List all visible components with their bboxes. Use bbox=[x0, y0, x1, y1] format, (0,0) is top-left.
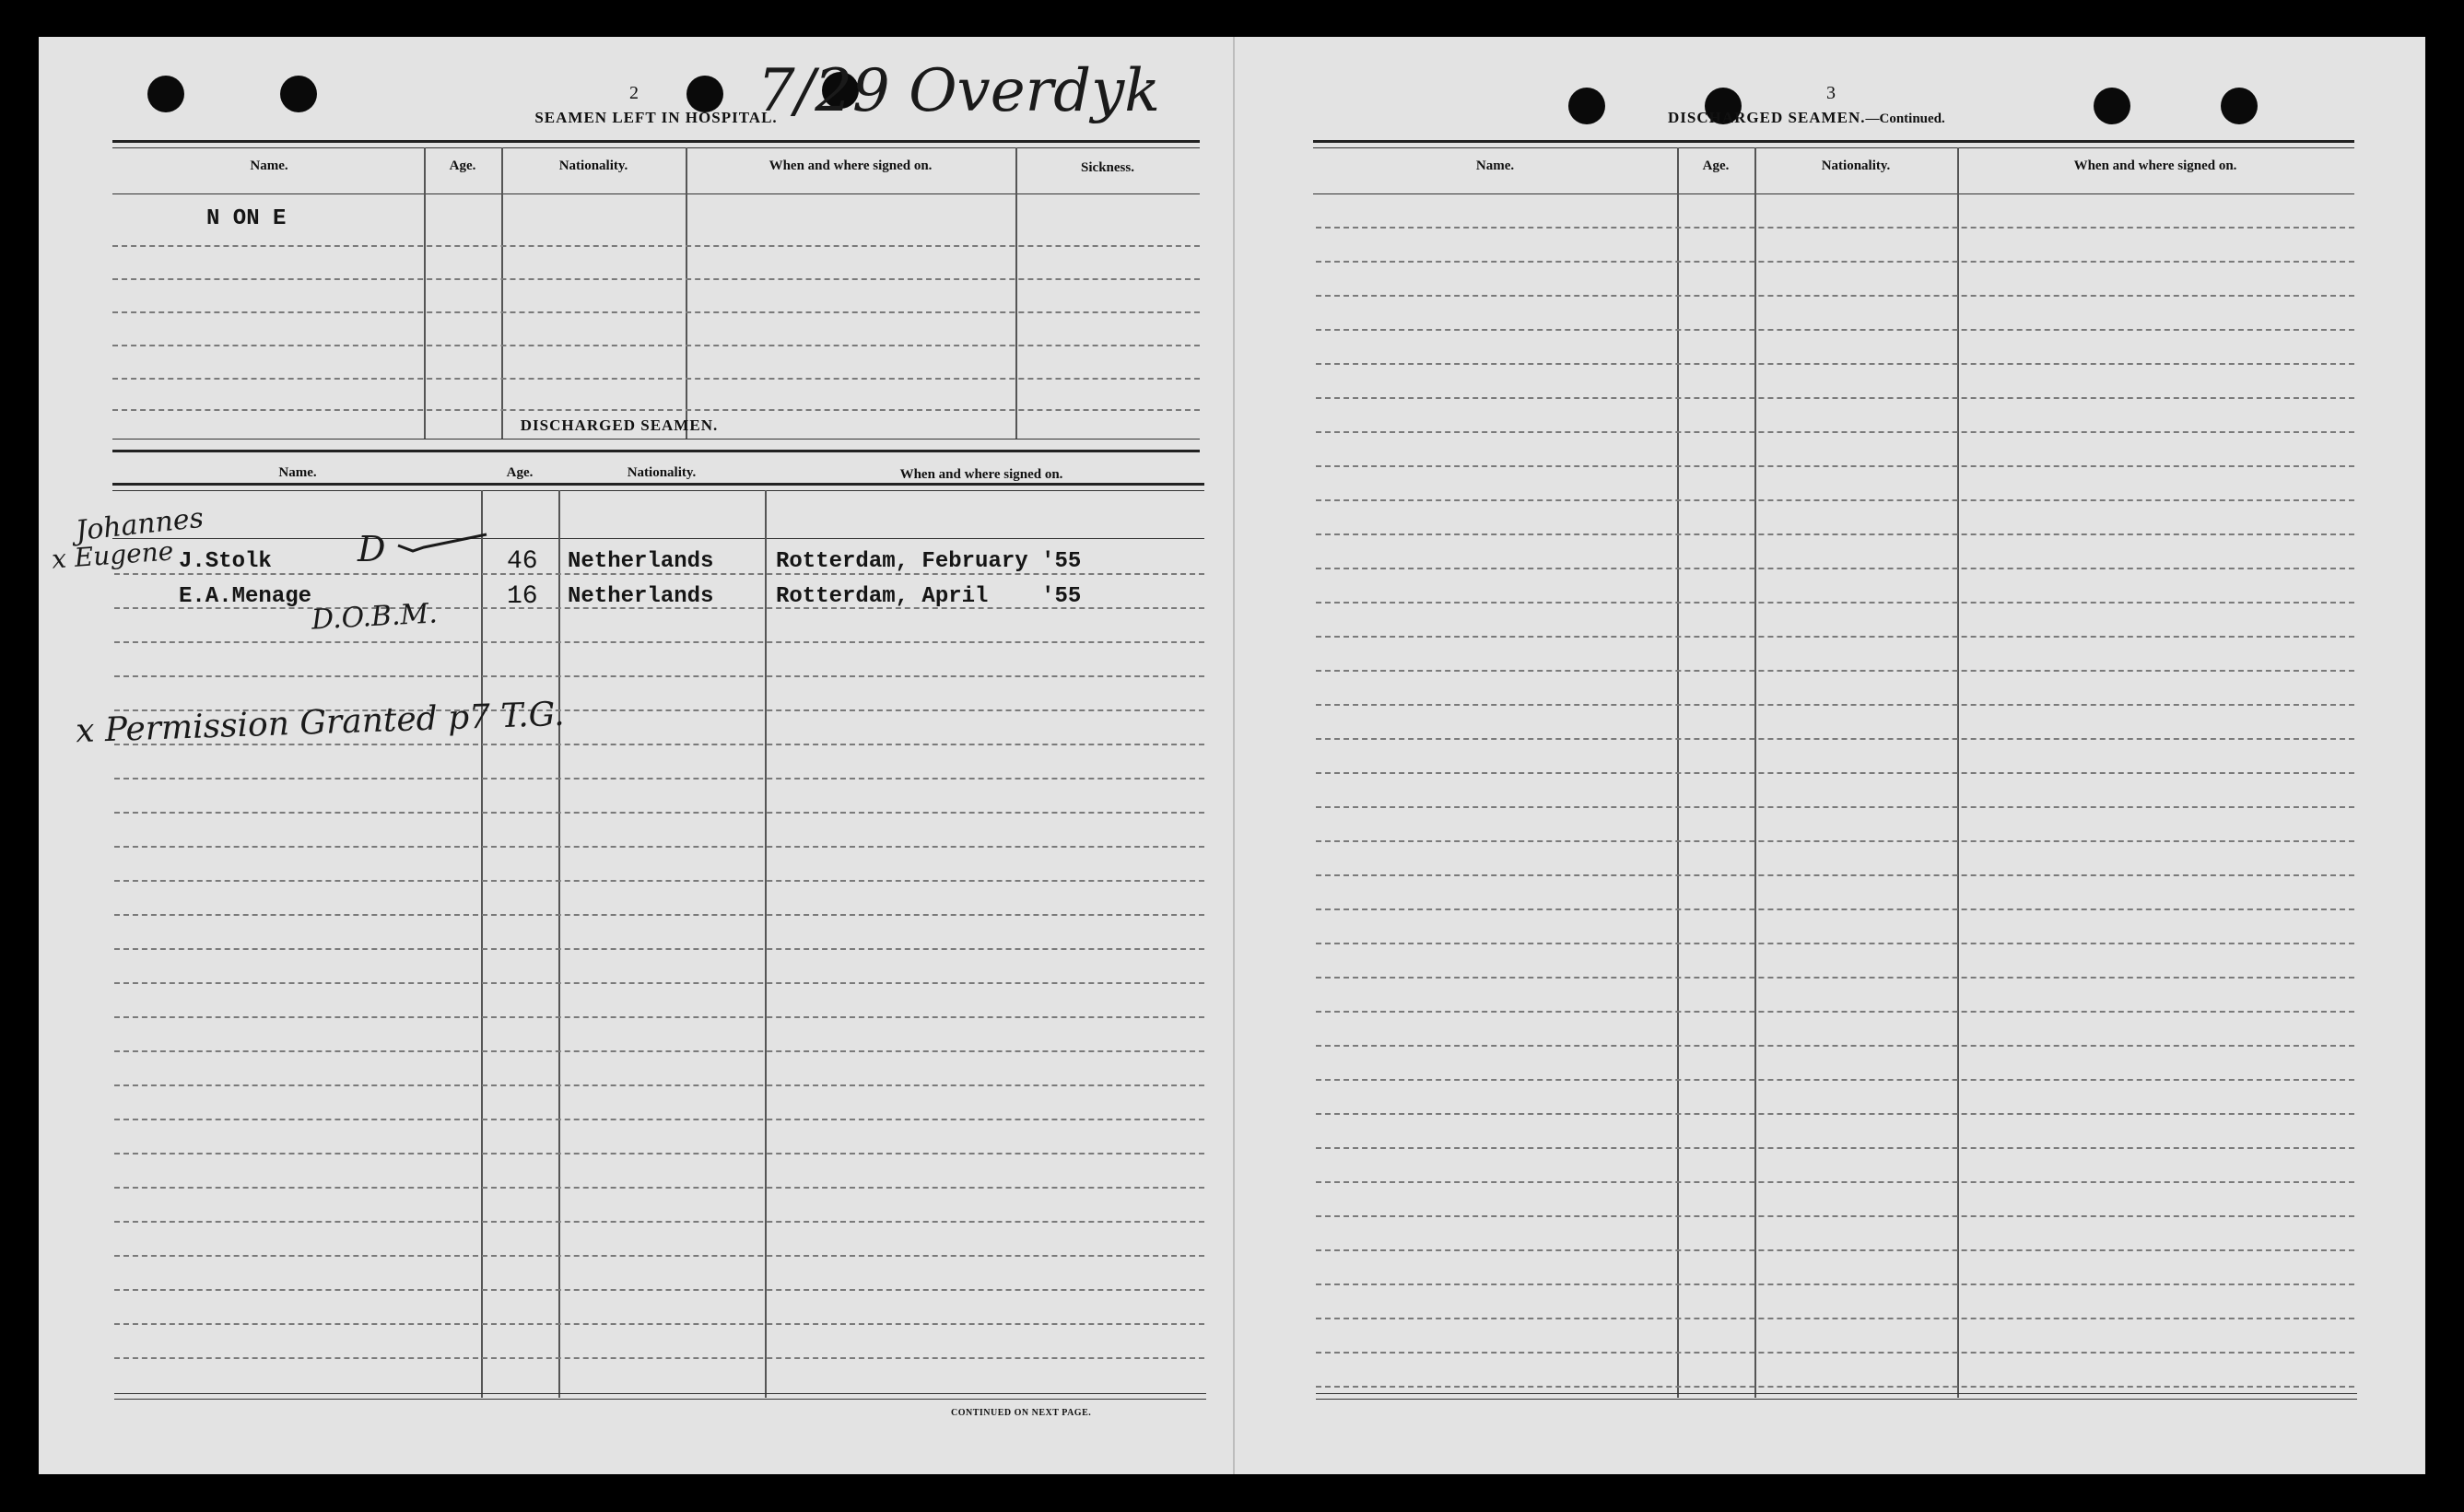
rule bbox=[114, 1399, 1206, 1400]
ruled-line bbox=[1316, 363, 2354, 365]
rule bbox=[112, 140, 1200, 143]
col-nationality: Nationality. bbox=[627, 465, 697, 480]
handwritten-mark: D bbox=[358, 529, 386, 569]
punch-hole bbox=[280, 76, 317, 112]
ruled-line bbox=[1316, 533, 2354, 535]
rule bbox=[112, 483, 1204, 486]
entry-line bbox=[112, 278, 1200, 280]
page-number: 3 bbox=[1826, 83, 1836, 103]
page-number: 2 bbox=[629, 83, 639, 103]
ruled-line bbox=[1316, 465, 2354, 467]
ruled-line bbox=[1316, 1318, 2354, 1319]
ruled-line bbox=[1316, 636, 2354, 638]
ruled-line bbox=[114, 1050, 1204, 1052]
col-divider bbox=[424, 147, 426, 439]
ruled-line bbox=[1316, 499, 2354, 501]
handwritten-permission-note: x Permission Granted p7 T.G. bbox=[75, 695, 566, 751]
ruled-line bbox=[1316, 602, 2354, 604]
handwritten-ship-annotation: 7/29 Overdyk bbox=[757, 57, 1161, 125]
rule bbox=[112, 490, 1204, 491]
discharged-continued-title bbox=[1668, 109, 2009, 127]
seaman-name: J.Stolk bbox=[179, 549, 272, 574]
punch-hole bbox=[147, 76, 184, 112]
col-divider bbox=[558, 490, 560, 1398]
ruled-line bbox=[1316, 1352, 2354, 1354]
rule bbox=[112, 439, 1200, 440]
seaman-age: 46 bbox=[507, 547, 538, 576]
ruled-line bbox=[114, 1153, 1204, 1155]
ruled-line bbox=[1316, 1386, 2354, 1388]
col-divider bbox=[765, 490, 767, 1398]
handwritten-mark: D.O.B.M. bbox=[311, 597, 439, 637]
rule bbox=[1313, 147, 2354, 148]
ruled-line bbox=[114, 1016, 1204, 1018]
entry-line bbox=[112, 378, 1200, 380]
ruled-line bbox=[114, 914, 1204, 916]
rule bbox=[112, 193, 1200, 194]
ruled-line bbox=[114, 880, 1204, 882]
handwritten-checkmark bbox=[396, 531, 488, 558]
punch-hole bbox=[2221, 88, 2258, 124]
rule bbox=[1316, 1393, 2357, 1394]
left-page bbox=[39, 37, 1234, 1474]
col-divider bbox=[686, 147, 687, 439]
col-name: Name. bbox=[1475, 158, 1515, 173]
ruled-line bbox=[1316, 1045, 2354, 1047]
col-nationality: Nationality. bbox=[558, 158, 628, 173]
discharged-section-title: DISCHARGED SEAMEN. bbox=[520, 416, 719, 434]
ruled-line bbox=[114, 1084, 1204, 1086]
seaman-nationality: Netherlands bbox=[568, 549, 714, 574]
rule bbox=[112, 147, 1200, 148]
seaman-name: E.A.Menage bbox=[179, 584, 312, 609]
col-sickness: Sickness. bbox=[1081, 160, 1134, 175]
hospital-entry-none: N ON E bbox=[206, 206, 287, 231]
ruled-line bbox=[114, 1357, 1204, 1359]
rule bbox=[112, 450, 1200, 452]
ruled-line bbox=[114, 846, 1204, 848]
ruled-line bbox=[1316, 261, 2354, 263]
ruled-line bbox=[1316, 806, 2354, 808]
seaman-signed-on: Rotterdam, April '55 bbox=[776, 584, 1082, 609]
ruled-line bbox=[114, 948, 1204, 950]
ruled-line bbox=[1316, 874, 2354, 876]
title-text: DISCHARGED SEAMEN. bbox=[1668, 109, 1866, 126]
ruled-line bbox=[114, 1119, 1204, 1120]
col-divider bbox=[1015, 147, 1017, 439]
rule bbox=[114, 1393, 1206, 1394]
ruled-line bbox=[114, 1187, 1204, 1189]
col-age: Age. bbox=[449, 158, 476, 173]
ruled-line bbox=[114, 675, 1204, 677]
seaman-age: 16 bbox=[507, 582, 538, 611]
col-signed-on: When and where signed on. bbox=[769, 158, 933, 173]
continued-footer: CONTINUED ON NEXT PAGE. bbox=[951, 1408, 1092, 1418]
col-age: Age. bbox=[1702, 158, 1730, 173]
ruled-line bbox=[1316, 840, 2354, 842]
punch-hole bbox=[1568, 88, 1605, 124]
ruled-line bbox=[1316, 227, 2354, 229]
ruled-line bbox=[1316, 295, 2354, 297]
entry-line bbox=[112, 345, 1200, 346]
title-suffix: —Continued. bbox=[1865, 111, 1945, 126]
hospital-section-title: SEAMEN LEFT IN HOSPITAL. bbox=[534, 109, 778, 126]
ruled-line bbox=[1316, 1181, 2354, 1183]
ruled-line bbox=[114, 778, 1204, 779]
rule bbox=[1316, 1399, 2357, 1400]
ruled-line bbox=[1316, 1147, 2354, 1149]
ruled-line bbox=[114, 744, 1204, 745]
ruled-line bbox=[114, 812, 1204, 814]
col-name: Name. bbox=[250, 158, 288, 173]
ruled-line bbox=[1316, 1215, 2354, 1217]
ruled-line bbox=[114, 1323, 1204, 1325]
col-signed-on: When and where signed on. bbox=[899, 467, 1063, 482]
ruled-line bbox=[114, 641, 1204, 643]
rule bbox=[112, 538, 1204, 539]
ruled-line bbox=[1316, 943, 2354, 944]
ruled-line bbox=[114, 1289, 1204, 1291]
ruled-line bbox=[1316, 431, 2354, 433]
handwritten-given-name: Johannes bbox=[74, 501, 205, 548]
ruled-line bbox=[1316, 1113, 2354, 1115]
rule bbox=[1313, 193, 2354, 194]
ruled-line bbox=[1316, 908, 2354, 910]
col-age: Age. bbox=[506, 465, 534, 480]
rule bbox=[1313, 140, 2354, 143]
entry-line bbox=[112, 409, 1200, 411]
ruled-line bbox=[1316, 329, 2354, 331]
col-signed-on: When and where signed on. bbox=[2073, 158, 2237, 173]
entry-line bbox=[112, 311, 1200, 313]
ruled-line bbox=[1316, 670, 2354, 672]
col-divider bbox=[481, 490, 483, 1398]
col-name: Name. bbox=[278, 465, 317, 480]
right-page bbox=[1235, 37, 2425, 1474]
punch-hole bbox=[2094, 88, 2130, 124]
ruled-line bbox=[1316, 1249, 2354, 1251]
handwritten-given-name: x Eugene bbox=[51, 535, 175, 575]
ruled-line bbox=[1316, 772, 2354, 774]
ruled-line bbox=[1316, 1283, 2354, 1285]
ruled-line bbox=[1316, 1079, 2354, 1081]
ruled-line bbox=[1316, 1011, 2354, 1013]
ruled-line bbox=[114, 982, 1204, 984]
seaman-signed-on: Rotterdam, February '55 bbox=[776, 549, 1082, 574]
ruled-line bbox=[1316, 568, 2354, 569]
punch-hole bbox=[686, 76, 723, 112]
entry-line bbox=[112, 245, 1200, 247]
seaman-nationality: Netherlands bbox=[568, 584, 714, 609]
ruled-line bbox=[1316, 977, 2354, 979]
col-divider bbox=[501, 147, 503, 439]
ruled-line bbox=[114, 1255, 1204, 1257]
ruled-line bbox=[114, 1221, 1204, 1223]
ruled-line bbox=[1316, 397, 2354, 399]
col-nationality: Nationality. bbox=[1821, 158, 1891, 173]
ruled-line bbox=[1316, 704, 2354, 706]
ruled-line bbox=[1316, 738, 2354, 740]
